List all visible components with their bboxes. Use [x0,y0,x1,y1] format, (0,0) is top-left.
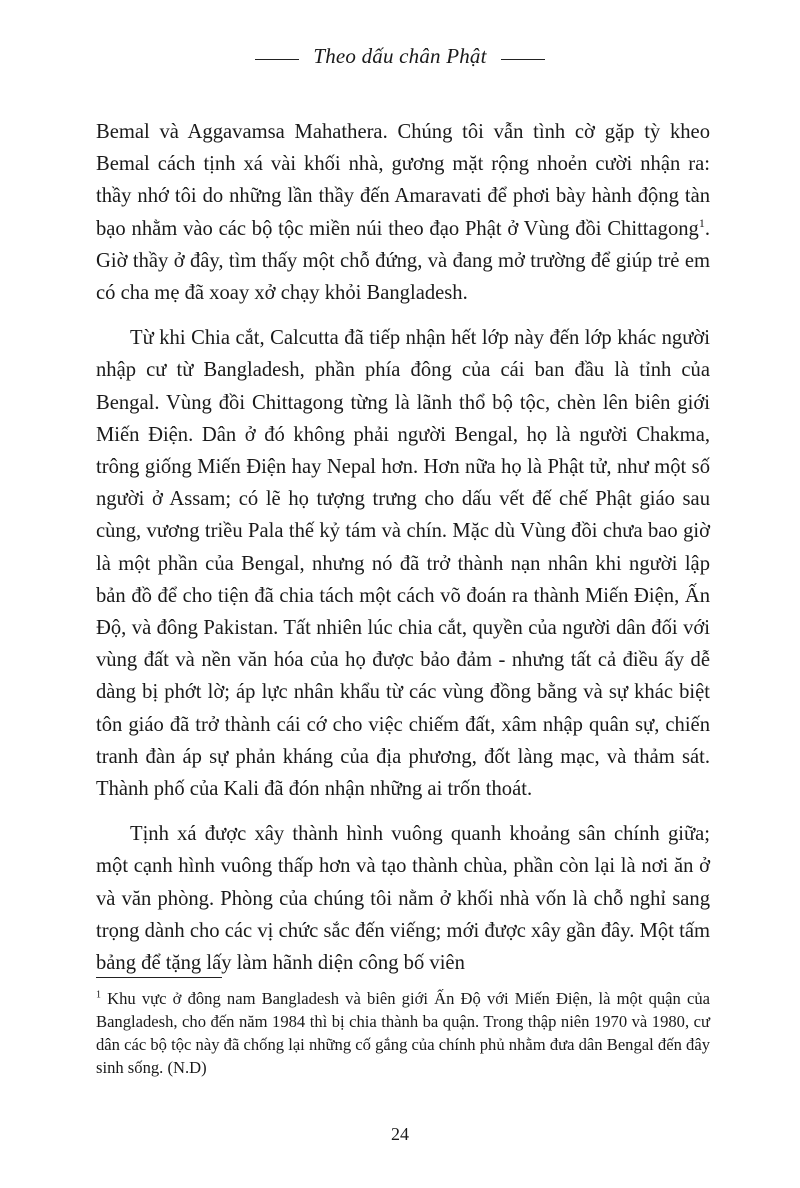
footnote-ref: 1 [698,215,705,230]
header-rule-left [255,59,299,60]
body-text [96,116,710,992]
paragraph-3: Tịnh xá được xây thành hình vuông quanh khoảng sân chính giữa; một cạnh hình vuông thấp hơn và tạo thành chùa, phần còn lại là nơi ăn ở và văn phòng. Phòng của chúng tôi nằm ở khối nhà vốn là chỗ nghỉ sang trọng dành cho các vị chức sắc đến viếng; mới được xây gần đây. Một tấm bảng để tặng lấy làm hãnh diện công bố viên [96,823,710,975]
footnote-marker: 1 [96,989,101,1001]
header-title: Theo dấu chân Phật [313,44,487,68]
page-number: 24 [391,1124,409,1144]
header-rule-right [501,59,545,60]
paragraph-1 [96,116,710,309]
running-header [0,44,800,69]
footnote-divider [96,977,222,978]
footnote-text: Khu vực ở đông nam Bangladesh và biên giới Ấn Độ với Miến Điện, là một quận của Bangladesh, cho đến năm 1984 thì bị chia thành ba quận. Trong thập niên 1970 và 1980, cư dân các bộ tộc này đã chống lại những cố gắng của chính phủ nhằm đưa dân Bengal đến đây sinh sống. (N.D) [96,989,710,1077]
paragraph-1-text: Bemal và Aggavamsa Mahathera. Chúng tôi vẫn tình cờ gặp tỳ kheo Bemal cách tịnh xá vài khối nhà, gương mặt rộng nhoẻn cười nhận ra: thầy nhớ tôi do những lần thầy đến Amaravati để phơi bày hành động tàn bạo nhằm vào các bộ tộc miền núi theo đạo Phật ở Vùng đồi Chittagong [96,121,710,240]
paragraph-1-text-cont: . Giờ thầy ở đây, tìm thấy một chỗ đứng, và đang mở trường để giúp trẻ em có cha mẹ đã xoay xở chạy khỏi Bangladesh. [96,217,710,305]
footnote [96,987,710,1079]
paragraph-2: Từ khi Chia cắt, Calcutta đã tiếp nhận hết lớp này đến lớp khác người nhập cư từ Bangladesh, phần phía đông của cái ban đầu là tỉnh của Bengal. Vùng đồi Chittagong từng là lãnh thổ bộ tộc, chèn lên biên giới Miến Điện. Dân ở đó không phải người Bengal, họ là người Chakma, trông giống Miến Điện hay Nepal hơn. Hơn nữa họ là Phật tử, như một số người ở Assam; có lẽ họ tượng trưng cho dấu vết đế chế Phật giáo sau cùng, vương triều Pala thế kỷ tám và chín. Mặc dù Vùng đồi chưa bao giờ là một phần của Bengal, nhưng nó đã trở thành nạn nhân khi người lập bản đồ để cho tiện đã chia tách một cách võ đoán ra thành Miến Điện, Ấn Độ, và đông Pakistan. Tất nhiên lúc chia cắt, quyền của người dân đối với vùng đất và nền văn hóa của họ được bảo đảm - nhưng tất cả điều ấy dễ dàng bị phớt lờ; áp lực nhân khẩu từ các vùng đồng bằng và sự khác biệt tôn giáo đã trở thành cái cớ cho việc chiếm đất, xâm nhập quân sự, chiến tranh đàn áp sự phản kháng của địa phương, đốt làng mạc, và thảm sát. Thành phố của Kali đã đón nhận những ai trốn thoát. [96,327,710,801]
